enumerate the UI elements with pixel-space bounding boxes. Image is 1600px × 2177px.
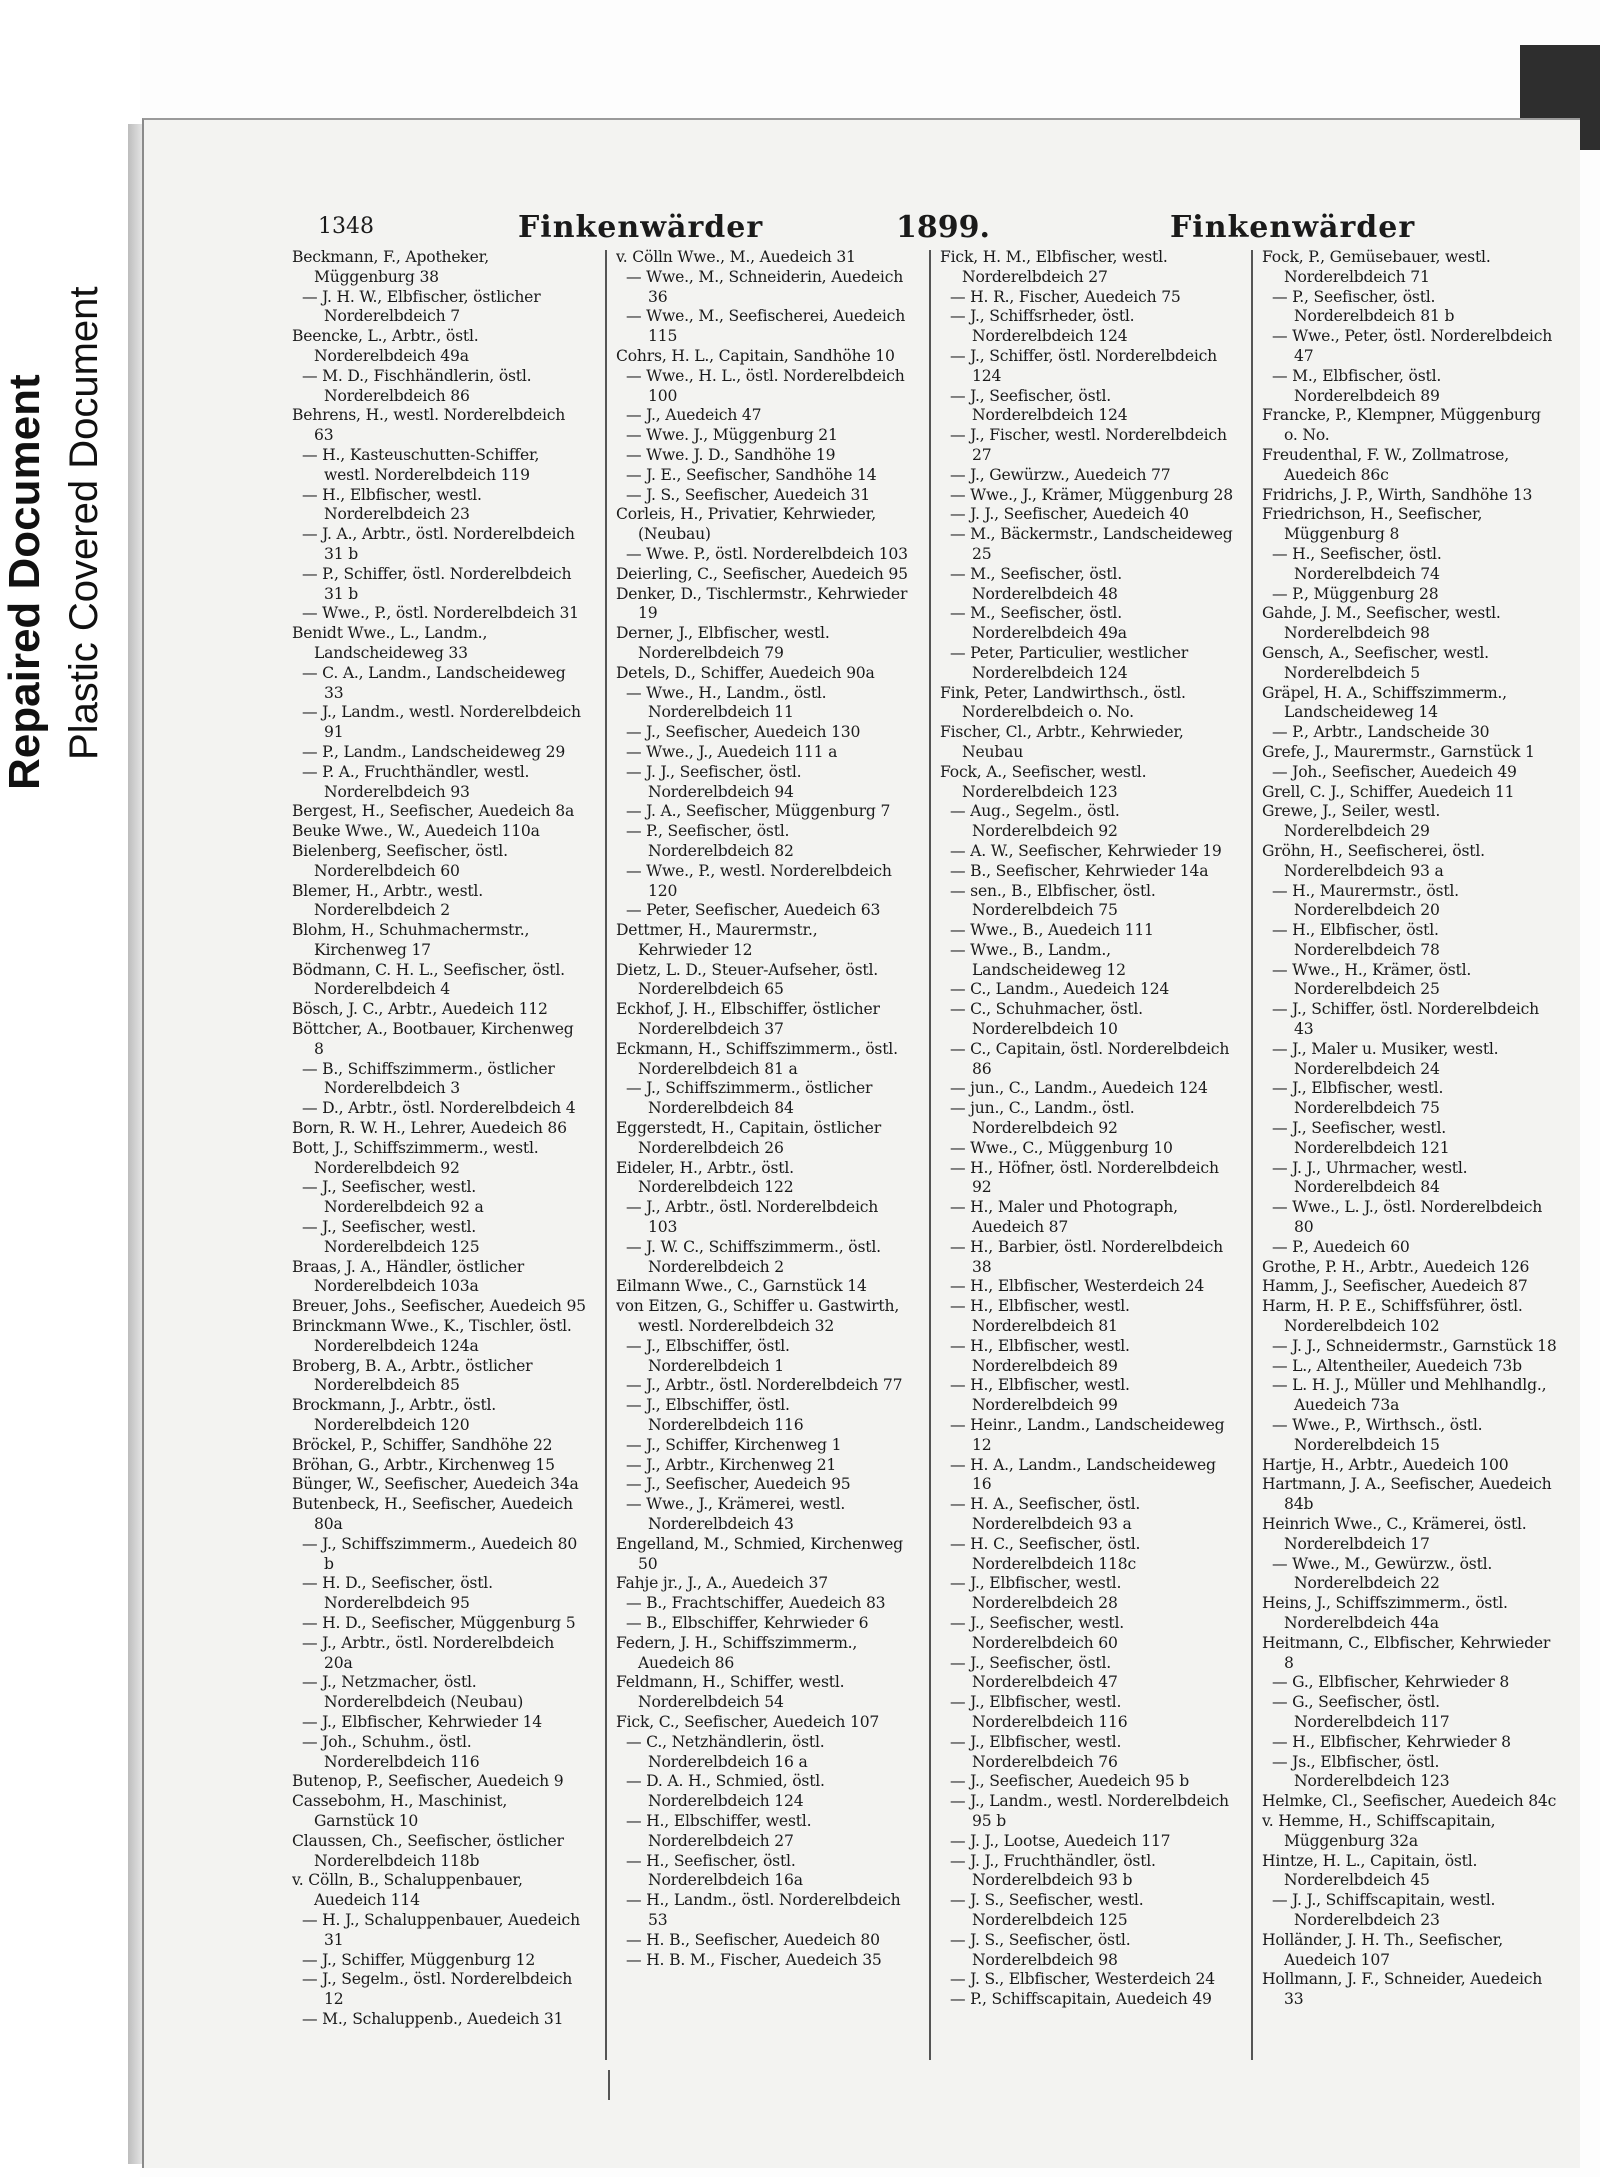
directory-entry: Harm, H. P. E., Schiffsführer, östl. Norderelbdeich 102 (1262, 1297, 1523, 1336)
side-label-line2: Plastic Covered Document (62, 286, 106, 760)
directory-entry: v. Cölln, B., Schaluppenbauer, Auedeich 114 (292, 1871, 523, 1910)
directory-entry: — G., Elbfischer, Kehrwieder 8 (1272, 1673, 1510, 1692)
directory-entry: — J., Landm., westl. Norderelbdeich 91 (302, 703, 581, 742)
directory-entry: Fick, H. M., Elbfischer, westl. Norderelbdeich 27 (940, 248, 1168, 286)
directory-entry: Heins, J., Schiffszimmerm., östl. Norderelbdeich 44a (1262, 1594, 1508, 1632)
directory-entry: — H. B., Seefischer, Auedeich 80 (626, 1930, 880, 1949)
directory-entry: — J. S., Elbfischer, Westerdeich 24 (950, 1970, 1215, 1989)
directory-entry: Hartje, H., Arbtr., Auedeich 100 (1262, 1455, 1509, 1474)
directory-entry: — J. J., Lootse, Auedeich 117 (950, 1831, 1171, 1850)
directory-entry: — Wwe., J., Auedeich 111 a (626, 742, 838, 761)
directory-entry: — jun., C., Landm., Auedeich 124 (950, 1079, 1208, 1098)
directory-entry: — J., Segelm., östl. Norderelbdeich 12 (302, 1970, 573, 2009)
directory-entry: — J., Auedeich 47 (626, 406, 762, 425)
directory-entry: Eideler, H., Arbtr., östl. Norderelbdeich 122 (616, 1158, 794, 1197)
directory-entry: Beckmann, F., Apotheker, Müggenburg 38 (292, 248, 489, 286)
directory-entry: — J., Schiffszimmerm., Auedeich 80 b (302, 1534, 578, 1573)
directory-entry: — P. A., Fruchthändler, westl. Norderelbdeich 93 (302, 762, 530, 801)
directory-entry: — H. D., Seefischer, östl. Norderelbdeich 95 (302, 1574, 493, 1613)
directory-entry: Butenop, P., Seefischer, Auedeich 9 (292, 1772, 564, 1791)
directory-entry: — J., Seefischer, Auedeich 130 (626, 723, 861, 742)
directory-entry: — J., Seefischer, Auedeich 95 (626, 1475, 851, 1494)
running-year: 1899. (896, 210, 990, 245)
directory-entry: — Wwe., J., Krämer, Müggenburg 28 (950, 485, 1233, 504)
directory-entry: — Wwe., B., Auedeich 111 (950, 921, 1154, 940)
directory-entry: — H. C., Seefischer, östl. Norderelbdeich 118c (950, 1534, 1141, 1573)
directory-entry: — C. A., Landm., Landscheideweg 33 (302, 663, 566, 702)
directory-entry: — Wwe., H., Landm., östl. Norderelbdeich 11 (626, 683, 827, 722)
directory-entry: Friedrichson, H., Seefischer, Müggenburg 8 (1262, 505, 1483, 544)
directory-entry: — J., Elbfischer, westl. Norderelbdeich 76 (950, 1732, 1122, 1771)
directory-entry: — H., Maler und Photograph, Auedeich 87 (950, 1198, 1178, 1237)
directory-entry: Beuke Wwe., W., Auedeich 110a (292, 822, 540, 841)
directory-entry: — M., Seefischer, östl. Norderelbdeich 49a (950, 604, 1127, 643)
column-rule (605, 250, 607, 2060)
directory-entry: — P., Schiffscapitain, Auedeich 49 (950, 1990, 1212, 2009)
directory-entry: — M., Elbfischer, östl. Norderelbdeich 89 (1272, 366, 1442, 405)
directory-entry: — P., Müggenburg 28 (1272, 584, 1439, 603)
directory-column-2 (616, 248, 911, 2098)
directory-entry: — J. J., Schneidermstr., Garnstück 18 (1272, 1336, 1557, 1355)
directory-entry: Bott, J., Schiffszimmerm., westl. Norderelbdeich 92 (292, 1138, 539, 1177)
directory-entry: Bielenberg, Seefischer, östl. Norderelbdeich 60 (292, 841, 508, 880)
directory-entry: — H., Seefischer, östl. Norderelbdeich 74 (1272, 544, 1442, 583)
directory-entry: — P., Schiffer, östl. Norderelbdeich 31 b (302, 564, 572, 603)
directory-entry: — J. S., Seefischer, westl. Norderelbdeich 125 (950, 1891, 1144, 1929)
directory-entry: — J., Maler u. Musiker, westl. Norderelbdeich 24 (1272, 1039, 1499, 1078)
directory-entry: — H., Elbfischer, östl. Norderelbdeich 78 (1272, 921, 1440, 959)
directory-entry: Bösch, J. C., Arbtr., Auedeich 112 (292, 1000, 548, 1019)
directory-entry: Bödmann, C. H. L., Seefischer, östl. Norderelbdeich 4 (292, 960, 565, 999)
directory-entry: — H., Kasteuschutten-Schiffer, westl. Norderelbdeich 119 (302, 445, 540, 484)
directory-entry: Born, R. W. H., Lehrer, Auedeich 86 (292, 1119, 567, 1138)
directory-entry: — H. J., Schaluppenbauer, Auedeich 31 (302, 1910, 580, 1949)
directory-entry: — C., Landm., Auedeich 124 (950, 980, 1170, 999)
directory-entry: Fock, P., Gemüsebauer, westl. Norderelbdeich 71 (1262, 248, 1491, 286)
side-label-line1: Repaired Document (0, 374, 49, 790)
directory-entry: Holländer, J. H. Th., Seefischer, Auedeich 107 (1262, 1930, 1503, 1969)
directory-entry: — P., Arbtr., Landscheide 30 (1272, 723, 1490, 742)
directory-entry: — H. B. M., Fischer, Auedeich 35 (626, 1950, 882, 1969)
directory-entry: — D., Arbtr., östl. Norderelbdeich 4 (302, 1099, 576, 1118)
directory-entry: Dettmer, H., Maurermstr., Kehrwieder 12 (616, 921, 818, 959)
directory-entry: — J. H. W., Elbfischer, östlicher Norderelbdeich 7 (302, 287, 541, 326)
directory-entry: Engelland, M., Schmied, Kirchenweg 50 (616, 1534, 903, 1573)
directory-entry: — C., Netzhändlerin, östl. Norderelbdeich 16 a (626, 1732, 825, 1771)
directory-entry: — Wwe., P., westl. Norderelbdeich 120 (626, 861, 892, 900)
running-title-right: Finkenwärder (1170, 210, 1416, 245)
directory-entry: Grothe, P. H., Arbtr., Auedeich 126 (1262, 1257, 1530, 1276)
directory-entry: von Eitzen, G., Schiffer u. Gastwirth, westl. Norderelbdeich 32 (616, 1297, 900, 1336)
directory-entry: — J., Elbschiffer, östl. Norderelbdeich 116 (626, 1396, 804, 1435)
directory-entry: — Wwe., M., Schneiderin, Auedeich 36 (626, 267, 904, 306)
directory-entry: — H., Elbschiffer, westl. Norderelbdeich 27 (626, 1811, 812, 1850)
directory-entry: — Wwe., P., Wirthsch., östl. Norderelbdeich 15 (1272, 1416, 1483, 1454)
directory-entry: — L., Altentheiler, Auedeich 73b (1272, 1356, 1522, 1375)
side-label (0, 230, 130, 830)
directory-entry: — J., Arbtr., östl. Norderelbdeich 77 (626, 1376, 903, 1395)
directory-entry: — B., Seefischer, Kehrwieder 14a (950, 861, 1209, 880)
directory-entry: — H. R., Fischer, Auedeich 75 (950, 287, 1181, 306)
directory-entry: — J., Seefischer, westl. Norderelbdeich 125 (302, 1218, 480, 1256)
column-rule-tick (608, 2070, 610, 2100)
directory-entry: Deierling, C., Seefischer, Auedeich 95 (616, 564, 908, 583)
directory-entry: Freudenthal, F. W., Zollmatrose, Auedeich 86c (1262, 445, 1509, 484)
directory-entry: Francke, P., Klempner, Müggenburg o. No. (1262, 406, 1541, 445)
directory-entry: — J., Seefischer, westl. Norderelbdeich 121 (1272, 1119, 1450, 1157)
directory-entry: — J., Fischer, westl. Norderelbdeich 27 (950, 426, 1227, 464)
directory-entry: — Wwe., J., Krämerei, westl. Norderelbdeich 43 (626, 1495, 846, 1533)
directory-entry: — P., Landm., Landscheideweg 29 (302, 742, 566, 761)
directory-entry: Böttcher, A., Bootbauer, Kirchenweg 8 (292, 1020, 574, 1058)
directory-entry: — J., Elbfischer, westl. Norderelbdeich 75 (1272, 1079, 1444, 1118)
directory-entry: — J., Landm., westl. Norderelbdeich 95 b (950, 1792, 1229, 1830)
directory-entry: Denker, D., Tischlermstr., Kehrwieder 19 (616, 584, 908, 623)
directory-entry: — Wwe., L. J., östl. Norderelbdeich 80 (1272, 1198, 1543, 1237)
page-header (318, 210, 1416, 250)
directory-entry: — Heinr., Landm., Landscheideweg 12 (950, 1416, 1225, 1454)
directory-entry: Fink, Peter, Landwirthsch., östl. Norderelbdeich o. No. (940, 683, 1186, 722)
directory-entry: — H., Landm., östl. Norderelbdeich 53 (626, 1891, 901, 1929)
directory-entry: — P., Seefischer, östl. Norderelbdeich 81 b (1272, 287, 1455, 326)
directory-entry: — Peter, Seefischer, Auedeich 63 (626, 901, 881, 920)
directory-entry: v. Cölln Wwe., M., Auedeich 31 (616, 248, 856, 266)
directory-entry: — M., Schaluppenb., Auedeich 31 (302, 2009, 564, 2028)
directory-entry: — J., Netzmacher, östl. Norderelbdeich (Neubau) (302, 1673, 524, 1712)
directory-entry: — H., Elbfischer, Westerdeich 24 (950, 1277, 1205, 1296)
column-rule (929, 250, 931, 2060)
directory-entry: — J., Schiffer, östl. Norderelbdeich 124 (950, 346, 1218, 385)
directory-entry: Heitmann, C., Elbfischer, Kehrwieder 8 (1262, 1633, 1551, 1672)
directory-entry: — J., Gewürzw., Auedeich 77 (950, 465, 1171, 484)
directory-entry: Grewe, J., Seiler, westl. Norderelbdeich 29 (1262, 802, 1441, 841)
directory-entry: — J., Seefischer, westl. Norderelbdeich 92 a (302, 1178, 484, 1217)
directory-entry: Grell, C. J., Schiffer, Auedeich 11 (1262, 782, 1515, 801)
directory-entry: Eilmann Wwe., C., Garnstück 14 (616, 1277, 867, 1296)
directory-entry: — J., Arbtr., östl. Norderelbdeich 103 (626, 1198, 879, 1237)
directory-entry: — Wwe., C., Müggenburg 10 (950, 1138, 1173, 1157)
directory-entry: — A. W., Seefischer, Kehrwieder 19 (950, 841, 1222, 860)
directory-entry: Brinckmann Wwe., K., Tischler, östl. Norderelbdeich 124a (292, 1317, 572, 1355)
directory-entry: — J., Schiffszimmerm., östlicher Norderelbdeich 84 (626, 1079, 873, 1118)
directory-entry: — J., Seefischer, östl. Norderelbdeich 124 (950, 386, 1128, 425)
directory-entry: — J., Schiffer, Kirchenweg 1 (626, 1435, 842, 1454)
directory-entry: — Wwe. P., östl. Norderelbdeich 103 (626, 544, 908, 563)
directory-entry: Brockmann, J., Arbtr., östl. Norderelbdeich 120 (292, 1396, 497, 1435)
directory-entry: — J. W. C., Schiffszimmerm., östl. Norderelbdeich 2 (626, 1237, 881, 1276)
directory-entry: — sen., B., Elbfischer, östl. Norderelbdeich 75 (950, 881, 1156, 920)
directory-entry: — Wwe., B., Landm., Landscheideweg 12 (950, 940, 1126, 979)
directory-entry: Blemer, H., Arbtr., westl. Norderelbdeich 2 (292, 881, 483, 920)
directory-column-1 (292, 248, 587, 2098)
directory-entry: — C., Capitain, östl. Norderelbdeich 86 (950, 1039, 1230, 1078)
directory-entry: — Wwe., H. L., östl. Norderelbdeich 100 (626, 366, 905, 405)
directory-entry: — J., Seefischer, Auedeich 95 b (950, 1772, 1190, 1791)
directory-entry: Gräpel, H. A., Schiffszimmerm., Landscheideweg 14 (1262, 683, 1507, 722)
directory-entry: — J., Schiffer, östl. Norderelbdeich 43 (1272, 1000, 1540, 1039)
directory-entry: — J., Elbfischer, Kehrwieder 14 (302, 1712, 543, 1731)
directory-entry: Bröhan, G., Arbtr., Kirchenweg 15 (292, 1455, 555, 1474)
directory-entry: — J. J., Uhrmacher, westl. Norderelbdeich 84 (1272, 1158, 1468, 1197)
directory-entry: Claussen, Ch., Seefischer, östlicher Norderelbdeich 118b (292, 1831, 564, 1870)
directory-entry: — J. J., Seefischer, östl. Norderelbdeich 94 (626, 762, 802, 801)
directory-entry: — J., Elbfischer, westl. Norderelbdeich 28 (950, 1574, 1122, 1613)
directory-entry: — G., Seefischer, östl. Norderelbdeich 117 (1272, 1693, 1450, 1731)
directory-entry: — J. S., Seefischer, Auedeich 31 (626, 485, 870, 504)
directory-entry: — Wwe., H., Krämer, östl. Norderelbdeich 25 (1272, 960, 1472, 999)
column-rule (1251, 250, 1253, 2060)
directory-entry: — M., Bäckermstr., Landscheideweg 25 (950, 525, 1233, 563)
directory-entry: Eckmann, H., Schiffszimmerm., östl. Norderelbdeich 81 a (616, 1039, 898, 1078)
directory-entry: — H. A., Landm., Landscheideweg 16 (950, 1455, 1216, 1494)
directory-entry: — jun., C., Landm., östl. Norderelbdeich 92 (950, 1099, 1135, 1138)
directory-entry: — H., Elbfischer, westl. Norderelbdeich 23 (302, 485, 482, 524)
directory-entry: — H., Elbfischer, westl. Norderelbdeich 89 (950, 1336, 1130, 1375)
directory-entry: — Wwe., Peter, östl. Norderelbdeich 47 (1272, 327, 1553, 365)
directory-entry: — Aug., Segelm., östl. Norderelbdeich 92 (950, 802, 1120, 841)
directory-entry: — J., Arbtr., Kirchenweg 21 (626, 1455, 837, 1474)
page-number: 1348 (318, 214, 374, 239)
directory-entry: — J. J., Schiffscapitain, westl. Norderelbdeich 23 (1272, 1891, 1496, 1929)
directory-entry: Benidt Wwe., L., Landm., Landscheideweg 33 (292, 624, 488, 662)
directory-entry: — Joh., Schuhm., östl. Norderelbdeich 116 (302, 1732, 480, 1771)
directory-entry: Federn, J. H., Schiffszimmerm., Auedeich 86 (616, 1633, 858, 1672)
directory-column-4 (1262, 248, 1557, 2098)
directory-entry: Eggerstedt, H., Capitain, östlicher Norderelbdeich 26 (616, 1119, 881, 1157)
directory-entry: Feldmann, H., Schiffer, westl. Norderelbdeich 54 (616, 1673, 845, 1712)
directory-entry: Cassebohm, H., Maschinist, Garnstück 10 (292, 1792, 508, 1830)
directory-entry: Hollmann, J. F., Schneider, Auedeich 33 (1262, 1970, 1543, 2009)
directory-entry: Detels, D., Schiffer, Auedeich 90a (616, 663, 875, 682)
directory-entry: Hartmann, J. A., Seefischer, Auedeich 84b (1262, 1475, 1552, 1514)
directory-entry: Dietz, L. D., Steuer-Aufseher, östl. Norderelbdeich 65 (616, 960, 879, 999)
directory-entry: Gröhn, H., Seefischerei, östl. Norderelbdeich 93 a (1262, 841, 1485, 880)
directory-entry: — J., Schiffsrheder, östl. Norderelbdeich 124 (950, 307, 1135, 346)
directory-entry: Fock, A., Seefischer, westl. Norderelbdeich 123 (940, 762, 1147, 801)
directory-entry: Bergest, H., Seefischer, Auedeich 8a (292, 802, 575, 821)
directory-column-3 (940, 248, 1235, 2098)
directory-entry: Fick, C., Seefischer, Auedeich 107 (616, 1712, 880, 1731)
directory-entry: — J. J., Seefischer, Auedeich 40 (950, 505, 1189, 524)
directory-entry: Grefe, J., Maurermstr., Garnstück 1 (1262, 742, 1535, 761)
directory-entry: — D. A. H., Schmied, östl. Norderelbdeich 124 (626, 1772, 825, 1811)
directory-entry: — H. D., Seefischer, Müggenburg 5 (302, 1613, 576, 1632)
running-title-left: Finkenwärder (518, 210, 764, 245)
directory-entry: Braas, J. A., Händler, östlicher Norderelbdeich 103a (292, 1257, 524, 1296)
directory-entry: — J. E., Seefischer, Sandhöhe 14 (626, 465, 877, 484)
directory-entry: Broberg, B. A., Arbtr., östlicher Norderelbdeich 85 (292, 1356, 533, 1395)
directory-entry: Behrens, H., westl. Norderelbdeich 63 (292, 406, 566, 445)
directory-entry: Fridrichs, J. P., Wirth, Sandhöhe 13 (1262, 485, 1533, 504)
directory-entry: — H., Barbier, östl. Norderelbdeich 38 (950, 1237, 1223, 1276)
directory-entry: — H., Elbfischer, Kehrwieder 8 (1272, 1732, 1511, 1751)
directory-entry: — Wwe. J., Müggenburg 21 (626, 426, 838, 445)
directory-entry: — Wwe., P., östl. Norderelbdeich 31 (302, 604, 579, 623)
directory-entry: Blohm, H., Schuhmachermstr., Kirchenweg 17 (292, 921, 530, 959)
directory-entry: — B., Schiffszimmerm., östlicher Norderelbdeich 3 (302, 1059, 555, 1098)
directory-entry: Derner, J., Elbfischer, westl. Norderelbdeich 79 (616, 624, 830, 662)
directory-entry: — Wwe. J. D., Sandhöhe 19 (626, 445, 836, 464)
directory-entry: Fahje jr., J., A., Auedeich 37 (616, 1574, 828, 1593)
directory-entry: — P., Seefischer, östl. Norderelbdeich 82 (626, 822, 794, 860)
directory-entry: — M. D., Fischhändlerin, östl. Norderelbdeich 86 (302, 366, 532, 405)
directory-entry: — J., Seefischer, östl. Norderelbdeich 47 (950, 1653, 1118, 1692)
directory-entry: Cohrs, H. L., Capitain, Sandhöhe 10 (616, 346, 895, 365)
directory-entry: — J. A., Arbtr., östl. Norderelbdeich 31 b (302, 525, 575, 563)
directory-entry: Eckhof, J. H., Elbschiffer, östlicher Norderelbdeich 37 (616, 1000, 880, 1039)
directory-entry: — J., Schiffer, Müggenburg 12 (302, 1950, 536, 1969)
directory-entry: Helmke, Cl., Seefischer, Auedeich 84c (1262, 1792, 1557, 1811)
directory-entry: Gensch, A., Seefischer, westl. Norderelbdeich 5 (1262, 643, 1489, 682)
directory-entry: Butenbeck, H., Seefischer, Auedeich 80a (292, 1495, 573, 1533)
directory-entry: — J., Elbfischer, westl. Norderelbdeich 116 (950, 1693, 1128, 1731)
directory-entry: Hintze, H. L., Capitain, östl. Norderelbdeich 45 (1262, 1851, 1478, 1890)
directory-entry: Corleis, H., Privatier, Kehrwieder, (Neubau) (616, 505, 876, 544)
directory-entry: — J. S., Seefischer, östl. Norderelbdeich 98 (950, 1930, 1131, 1969)
directory-entry: v. Hemme, H., Schiffscapitain, Müggenburg 32a (1262, 1811, 1496, 1850)
directory-entry: — J. J., Fruchthändler, östl. Norderelbdeich 93 b (950, 1851, 1156, 1890)
directory-entry: Bröckel, P., Schiffer, Sandhöhe 22 (292, 1435, 553, 1454)
directory-entry: — P., Auedeich 60 (1272, 1237, 1410, 1256)
directory-entry: Breuer, Johs., Seefischer, Auedeich 95 (292, 1297, 586, 1316)
directory-entry: — Joh., Seefischer, Auedeich 49 (1272, 762, 1517, 781)
directory-entry: — L. H. J., Müller und Mehlhandlg., Auedeich 73a (1272, 1376, 1547, 1415)
directory-entry: — M., Seefischer, östl. Norderelbdeich 48 (950, 564, 1122, 603)
directory-entry: — B., Elbschiffer, Kehrwieder 6 (626, 1613, 869, 1632)
directory-entry: Hamm, J., Seefischer, Auedeich 87 (1262, 1277, 1528, 1296)
directory-entry: — H., Höfner, östl. Norderelbdeich 92 (950, 1158, 1219, 1197)
directory-entry: — Peter, Particulier, westlicher Norderelbdeich 124 (950, 643, 1189, 682)
directory-entry: — Js., Elbfischer, östl. Norderelbdeich 123 (1272, 1752, 1450, 1791)
directory-entry: — H., Maurermstr., östl. Norderelbdeich 20 (1272, 881, 1459, 920)
directory-entry: — J., Seefischer, westl. Norderelbdeich 60 (950, 1613, 1125, 1652)
directory-entry: — J., Arbtr., östl. Norderelbdeich 20a (302, 1633, 555, 1672)
directory-entry: — Wwe., M., Gewürzw., östl. Norderelbdeich 22 (1272, 1554, 1493, 1593)
directory-entry: — C., Schuhmacher, östl. Norderelbdeich 10 (950, 1000, 1143, 1039)
directory-entry: — H. A., Seefischer, östl. Norderelbdeich 93 a (950, 1495, 1141, 1533)
directory-entry: — J., Elbschiffer, östl. Norderelbdeich 1 (626, 1336, 790, 1375)
directory-entry: — Wwe., M., Seefischerei, Auedeich 115 (626, 307, 906, 346)
directory-entry: Beencke, L., Arbtr., östl. Norderelbdeich 49a (292, 327, 479, 365)
directory-entry: — H., Seefischer, östl. Norderelbdeich 16a (626, 1851, 803, 1890)
directory-entry: Bünger, W., Seefischer, Auedeich 34a (292, 1475, 579, 1494)
directory-entry: Gahde, J. M., Seefischer, westl. Norderelbdeich 98 (1262, 604, 1501, 643)
directory-entry: — J. A., Seefischer, Müggenburg 7 (626, 802, 891, 821)
directory-entry: — H., Elbfischer, westl. Norderelbdeich 81 (950, 1297, 1130, 1336)
directory-entry: — B., Frachtschiffer, Auedeich 83 (626, 1594, 886, 1613)
directory-entry: Fischer, Cl., Arbtr., Kehrwieder, Neubau (940, 723, 1184, 761)
directory-entry: — H., Elbfischer, westl. Norderelbdeich 99 (950, 1376, 1130, 1415)
directory-entry: Heinrich Wwe., C., Krämerei, östl. Norderelbdeich 17 (1262, 1515, 1527, 1553)
